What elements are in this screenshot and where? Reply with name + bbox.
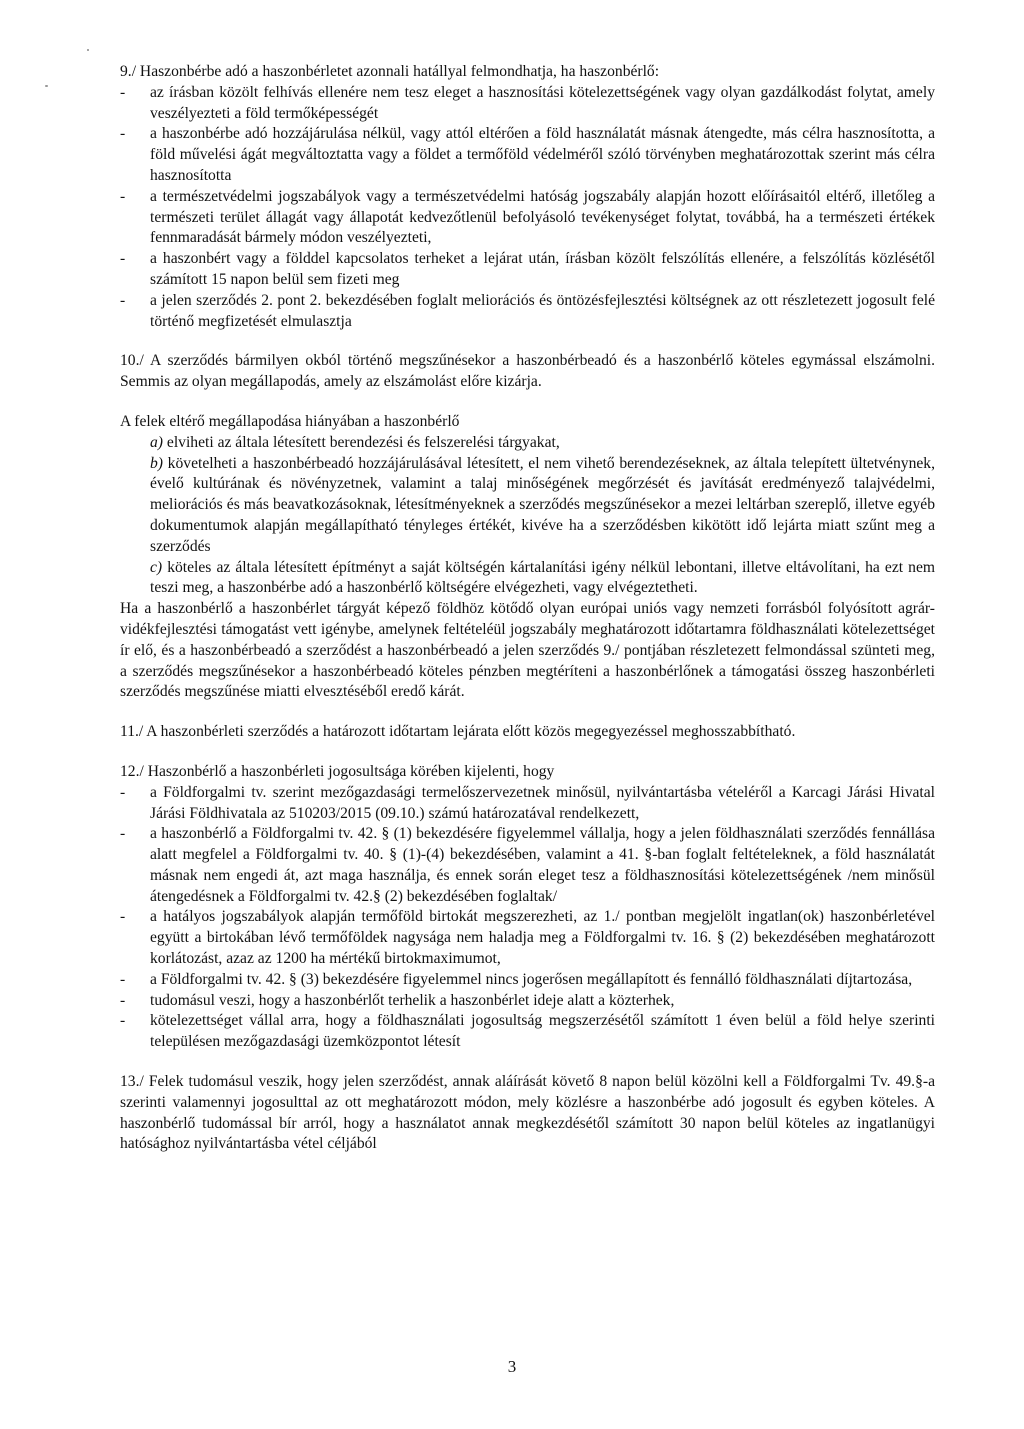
section-11: 11./ A haszonbérleti szerződés a határozott időtartam lejárata előtt közös megegyezéssel meghosszabbítható. — [120, 723, 796, 741]
item-label: a) — [150, 433, 163, 451]
item-text: követelheti a haszonbérbeadó hozzájárulásával létesített, el nem vihető berendezéseknek, az általa telepített ültetvénynek, évelő kultúrának és növényzetnek, valamint a talaj minőségének megőrzését és javítását eredményező talajvédelmi, meliorációs és más beavatkozásoknak, létesítményeknek a szerződés megszűnésekor a mezei leltárban szereplő, illetve egyéb dokumentumok alapján megállapítható tényleges értékét, kivéve ha a szerződésben kikötött idő lejárta miatt szűnt meg a szerződés — [150, 454, 935, 555]
section-12-item: - a haszonbérlő a Földforgalmi tv. 42. § (1) bekezdésére figyelemmel vállalja, hogy a jelen földhasználati szerződés fennállása alatt megfelel a Földforgalmi tv. 40. § (1)-(4) bekezdésében, valamint a 41. §-ban foglalt feltételeknek, a föld használatát másnak nem engedi át, azt maga használja, és ennek során eleget tesz a földhasznosítási kötelezettségének /nem minősül átengedésnek a Földforgalmi tv. 42.§ (2) bekezdésében foglaltak/ — [120, 824, 935, 907]
item-text: köteles az általa létesített építményt a saját költségén kártalanítási igény nélkül lebontani, illetve eltávolítani, ha ezt nem teszi meg, a haszonbérbe adó a haszonbérlő költségére elvégezheti, vagy elvégeztetheti. — [150, 558, 935, 597]
section-12-item: - kötelezettséget vállal arra, hogy a földhasználati jogosultság megszerzésétől számított 1 éven belül a föld helye szerinti településen mezőgazdasági üzemközpontot létesít — [120, 1011, 935, 1053]
scan-speck — [45, 85, 48, 87]
section-9-item: - az írásban közölt felhívás ellenére nem tesz eleget a hasznosítási kötelezettségének vagy olyan gazdálkodást folytat, amely veszélyezteti a föld termőképességét — [120, 83, 935, 125]
item-text: elviheti az általa létesített berendezési és felszerelési tárgyakat, — [166, 433, 560, 451]
section-12-item: - tudomásul veszi, hogy a haszonbérlőt terhelik a haszonbérlet ideje alatt a közterhek, — [120, 991, 935, 1012]
section-9-item: - a haszonbért vagy a földdel kapcsolatos terheket a lejárat után, írásban közölt felszólítás ellenére, a felszólítás közlésétől számított 15 napon belül sem fizeti meg — [120, 249, 935, 291]
settlement-item-a — [120, 433, 935, 454]
subsidy-paragraph: Ha a haszonbérlő a haszonbérlet tárgyát képező földhöz kötődő olyan európai uniós vagy nemzeti forrásból folyósított agrár-vidékfejlesztési támogatást vett igénybe, amelynek feltételéül jogszabály meghatározott időtartamra földhasználati kötelezettséget ír elő, és a haszonbérbeadó a szerződést a haszonbérbeadó a jelen szerződés 9./ pontjában részletezett felmondással szünteti meg, a szerződés megszűnésekor a haszonbérbeadó köteles pénzben megtéríteni a haszonbérlőnek a támogatási összeg haszonbérleti szerződés megszűnése miatti elvesztéséből eredő kárát. — [120, 600, 935, 701]
settlement-item-c — [120, 558, 935, 600]
scan-speck — [87, 49, 89, 51]
section-9-item: - a természetvédelmi jogszabályok vagy a természetvédelmi hatóság jogszabály alapján hozott előírásaitól eltérő, illetőleg a természeti terület állagát vagy állapotát kedvezőtlenül befolyásoló tevékenységet folytat, továbbá, ha a természeti értékek fennmaradását bármely módon veszélyezteti, — [120, 187, 935, 249]
section-9-intro: 9./ Haszonbérbe adó a haszonbérletet azonnali hatállyal felmondhatja, ha haszonbérlő: — [120, 63, 660, 80]
document-body — [120, 62, 935, 1155]
section-13: 13./ Felek tudomásul veszik, hogy jelen szerződést, annak aláírását követő 8 napon belül közölni kell a Földforgalmi Tv. 49.§-a szerinti valamennyi jogosulttal az ott meghatározott módon, mely közlésre a haszonbérbe adó jogosult és egyben köteles. A haszonbérlő tudomással bír arról, hogy a használatot annak megkezdésétől számított 30 napon belül köteles az ingatlanügyi hatósághoz nyilvántartásba vétel céljából — [120, 1073, 935, 1153]
settlement-intro: A felek eltérő megállapodása hiányában a haszonbérlő — [120, 412, 460, 430]
section-9-item: - a haszonbérbe adó hozzájárulása nélkül, vagy attól eltérően a föld használatát másnak átengedte, más célra hasznosította, a föld művelési ágát megváltoztatta vagy a földet a termőföld védelméről szóló törvényben meghatározottak szerint más célra hasznosította — [120, 124, 935, 186]
section-10: 10./ A szerződés bármilyen okból történő megszűnésekor a haszonbérbeadó és a haszonbérlő köteles egymással elszámolni. Semmis az olyan megállapodás, amely az elszámolást előre kizárja. — [120, 352, 935, 391]
section-12-item: - a Földforgalmi tv. szerint mezőgazdasági termelőszervezetnek minősül, nyilvántartásba vételéről a Karcagi Járási Hivatal Járási Földhivatala az 510203/2015 (09.10.) számú határozatával rendelkezett, — [120, 783, 935, 825]
item-label: c) — [150, 558, 163, 576]
section-12-intro: 12./ Haszonbérlő a haszonbérleti jogosultsága körében kijelenti, hogy — [120, 762, 555, 780]
settlement-item-b — [120, 454, 935, 558]
item-label: b) — [150, 454, 163, 472]
section-12-item: - a hatályos jogszabályok alapján termőföld birtokát megszerezheti, az 1./ pontban megjelölt ingatlan(ok) haszonbérletével együtt a birtokában lévő termőföldek nagysága nem haladja meg a Földforgalmi tv. 16. § (2) bekezdésében meghatározott korlátozást, azaz az 1200 ha mértékű birtokmaximumot, — [120, 907, 935, 969]
page-number: 3 — [507, 1357, 517, 1376]
section-12-item: - a Földforgalmi tv. 42. § (3) bekezdésére figyelemmel nincs jogerősen megállapított és fennálló földhasználati díjtartozása, — [120, 970, 935, 991]
section-9-item: - a jelen szerződés 2. pont 2. bekezdésében foglalt meliorációs és öntözésfejlesztési költségnek az ott részletezett jogosult felé történő megfizetését elmulasztja — [120, 291, 935, 333]
